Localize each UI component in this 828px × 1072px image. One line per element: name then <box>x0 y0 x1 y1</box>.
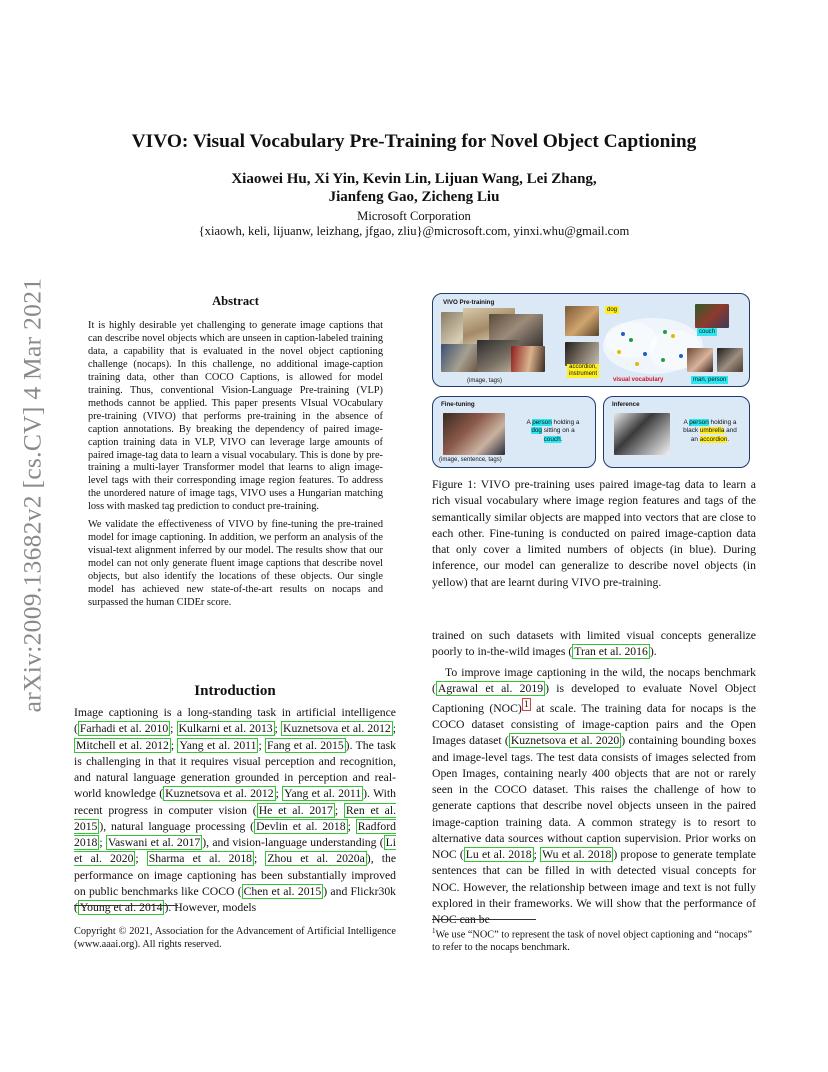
inf-word-person: person <box>689 419 709 426</box>
tag-accordion-text: accordion, <box>569 364 597 370</box>
inf-text: black <box>683 427 700 435</box>
emails: {xiaowh, keli, lijuanw, leizhang, jfgao, zliu}@microsoft.com, yinxi.whu@gmail.com <box>198 224 630 238</box>
training-image <box>511 346 545 372</box>
abstract-paragraph-2: We validate the effectiveness of VIVO by fine-tuning the pre-trained model for image captioning. In addition, we perform an analysis of the visual-text alignment inferred by our model. The results show that our model can not only generate fluent image captions that describe novel objects, but also identify the locations of these objects. Our single model has achieved new state-of-the-art results on nocaps and surpassed the human CIDEr score. <box>88 519 383 609</box>
citation-link[interactable]: Zhou et al. 2020a <box>267 852 365 866</box>
inf-word-accordion: accordion <box>699 435 728 443</box>
ft-text: holding a <box>551 419 580 426</box>
arxiv-stamp-text: arXiv:2009.13682v2 [cs.CV] 4 Mar 2021 <box>17 277 47 713</box>
citation-link[interactable]: Vaswani et al. 2017 <box>107 836 201 849</box>
citation-link[interactable]: Kuznetsova et al. 2020 <box>510 734 620 748</box>
abstract-heading: Abstract <box>212 294 259 308</box>
citation-link[interactable]: Kulkarni et al. 2013 <box>178 722 273 736</box>
pretraining-data-label: (image, tags) <box>467 378 503 384</box>
footnote-number: 1 <box>432 927 436 935</box>
ft-word-person: person <box>532 419 552 426</box>
right-paragraph-2: To improve image captioning in the wild, the nocaps benchmark ( Agrawal et al. 2019 ) is developed to evaluate Novel Object Captioning (NOC) $^1$ at scale. The training data for nocaps is the COCO dataset consisting of image-caption pairs and the Open Images dataset ( Kuznetsova et al. 2020 ) containing bounding boxes and image-level tags. The test data consists of images selected from Open Images, containing nearly 400 objects that are not or rarely seen in the COCO dataset. This raises the challenge of how to generate captions that describe novel objects unseen in the paired image-caption training data. A common strategy is to resort to alternative data sources without caption supervision. Prior works on NOC ( Lu et al. 2018 ; Wu et al. 2018 ) propose to generate template sentences that can be filled in with detected visual concepts for NOC. However, the relationship between image and text is not fully explored in their frameworks. We will show that the performance of NOC can be <box>432 665 757 927</box>
citation-link[interactable]: Radford 2018 <box>74 819 396 849</box>
visual-vocabulary-label: visual vocabulary <box>613 377 664 383</box>
tag-accordion <box>567 364 599 378</box>
figure-1-caption: Figure 1: VIVO pre-training uses paired image-tag data to learn a rich visual vocabulary where image region features and tags of the semantically similar objects are mapped into vectors that are close to each other. Fine-tuning is conducted on paired image-caption data that only cover a limited numbers of objects (in blue). During inference, our model can generalize to describe novel objects (in yellow) that are learnt during VIVO pre-training. <box>432 478 756 589</box>
inference-image <box>614 413 670 455</box>
intro-text: ), and vision-language understanding ( <box>202 836 384 849</box>
pretraining-title: VIVO Pre-training <box>443 299 495 306</box>
introduction-body <box>74 705 396 920</box>
inf-text: A <box>683 419 690 426</box>
footnote-marker[interactable]: 1 <box>523 699 529 710</box>
finetuning-title: Fine-tuning <box>441 401 475 408</box>
citation-link[interactable]: He et al. 2017 <box>258 803 333 817</box>
right-text: at scale. The training data for nocaps is the COCO dataset consisting of image-caption pairs and the Open Images dataset ( <box>432 701 756 748</box>
inf-text: an <box>690 435 700 443</box>
finetuning-image <box>443 413 505 455</box>
footnote-text: We use “NOC” to represent the task of novel object captioning and “nocaps” to refer to the nocaps benchmark. <box>432 929 753 954</box>
citation-link[interactable]: Young et al. 2014 <box>79 901 163 914</box>
abstract-body <box>88 320 383 615</box>
ft-word-couch: couch <box>543 435 561 443</box>
affiliation: Microsoft Corporation <box>357 209 471 223</box>
right-text: ). <box>649 645 657 659</box>
citation-link[interactable]: Li et al. 2020 <box>74 836 397 866</box>
person-image <box>717 348 743 372</box>
paper-title: VIVO: Visual Vocabulary Pre-Training for Novel Object Captioning <box>131 131 697 152</box>
ft-word-dog: dog <box>531 427 542 435</box>
affiliation-block <box>0 209 828 239</box>
citation-link[interactable]: Kuznetsova et al. 2012 <box>283 722 391 736</box>
citation-link[interactable]: Ren et al. 2015 <box>74 803 397 833</box>
ft-text: . <box>560 435 563 443</box>
abstract-paragraph-1: It is highly desirable yet challenging to generate image captions that can describe novel objects which are unseen in caption-labeled training data, a capability that is evaluated in the novel object captioning challenge (nocaps). In this challenge, no additional image-caption training data, other than COCO Captions, is allowed for model training. Thus, conventional Vision-Language Pre-training (VLP) methods cannot be applied. This paper presents VIsual VOcabulary pre-training (VIVO) that performs pre-training in the absence of caption annotations. By breaking the dependency of paired image-caption training data in VLP, VIVO can leverage large amounts of paired image-tag data to learn a visual vocabulary. This is done by pre-training a multi-layer Transformer model that learns to align image-level tags with their corresponding image region features. To address the unordered nature of image tags, VIVO uses a Hungarian matching loss with masked tag prediction to conduct pre-training. <box>88 320 383 513</box>
citation-link[interactable]: Lu et al. 2018 <box>465 848 532 862</box>
finetuning-sentence <box>513 419 593 444</box>
inference-panel <box>603 396 750 468</box>
citation-link[interactable]: Kuznetsova et al. 2012 <box>165 787 274 801</box>
right-text: ) propose to generate template sentences that can be filled in with detected visual concepts for NOC. However, the relationship between image and text is not fully explored in their frameworks. We will show that the performance of NOC can be <box>432 848 756 927</box>
right-paragraph-1 <box>432 628 756 661</box>
introduction-heading: Introduction <box>194 683 276 699</box>
ft-text: sitting on a <box>541 427 575 435</box>
inf-text: holding a <box>708 419 737 426</box>
footnote-divider-right <box>432 919 536 920</box>
citation-link[interactable]: Farhadi et al. 2010 <box>79 722 169 736</box>
intro-text: ). The task is challenging in that it requires visual perception and recognition, and natural language generation grounded in perception and real-world knowledge ( <box>74 738 396 801</box>
arxiv-side-stamp <box>14 277 50 713</box>
tag-dog: dog <box>607 307 618 313</box>
footnote-1 <box>432 925 756 954</box>
tag-couch: couch <box>699 329 716 335</box>
intro-text: Image captioning is a long-standing task in artificial intelligence ( <box>74 706 396 736</box>
intro-text: ). However, models <box>164 901 257 914</box>
finetuning-panel <box>432 396 596 468</box>
intro-text: ). With recent progress in computer vision ( <box>74 787 396 817</box>
right-text: ) containing bounding boxes and image-level tags. The test data consists of images selected from Open Images, containing nearly 400 objects that are not or rarely seen in the COCO dataset. This raises the challenge of how to generate captions that describe novel objects unseen in the paired image-caption training data. A common strategy is to resort to alternative data sources without caption supervision. Prior works on NOC ( <box>432 734 757 862</box>
inf-text: and <box>724 427 737 435</box>
right-text: trained on such datasets with limited visual concepts generalize poorly to in-the-wild images ( <box>432 629 756 659</box>
accordion-image <box>565 342 599 366</box>
authors-line-2: Jianfeng Gao, Zicheng Liu <box>328 188 500 205</box>
couch-image <box>695 304 729 328</box>
citation-link[interactable]: Tran et al. 2016 <box>574 645 648 659</box>
intro-text: ), natural language processing ( <box>99 819 255 833</box>
right-text: To improve image captioning in the wild, the nocaps benchmark ( <box>432 665 756 695</box>
inference-title: Inference <box>612 401 640 408</box>
right-column-body <box>432 628 756 932</box>
ft-text: A <box>526 419 533 426</box>
citation-link[interactable]: Chen et al. 2015 <box>243 884 322 898</box>
citation-link[interactable]: Wu et al. 2018 <box>542 848 612 862</box>
citation-link[interactable]: Agrawal et al. 2019 <box>437 681 544 695</box>
person-image <box>687 348 713 372</box>
inf-word-umbrella: umbrella <box>699 427 725 435</box>
introduction-paragraph: Image captioning is a long-standing task in artificial intelligence ( Farhadi et al. 2010 ; Kulkarni et al. 2013 ; Kuznetsova et al. 2012 ; Mitchell et al. 2012 ; Yang et al. 2011 ; Fang et al. 2015 ). The task is challenging in that it requires visual perception and recognition, and natural language generation grounded in perception and real-world knowledge ( Kuznetsova et al. 2012 ; Yang et al. 2011 ). With recent progress in computer vision ( He et al. 2017 ; Ren et al. 2015 ), natural language processing ( Devlin et al. 2018 ; Radford 2018 ; Vaswani et al. 2017 ), and vision-language understanding ( Li et al. 2020 ; Sharma et al. 2018 ; Zhou et al. 2020a ), the performance on image captioning has been substantially improved on public benchmarks like COCO ( Chen et al. 2015 ) and Flickr30k ( Young et al. 2014 ). However, models <box>74 706 397 914</box>
citation-link[interactable]: Yang et al. 2011 <box>179 738 257 752</box>
inf-text: . <box>727 435 730 443</box>
citation-link[interactable]: Yang et al. 2011 <box>284 787 362 801</box>
tag-instrument-text: instrument <box>569 371 598 377</box>
pretraining-panel <box>432 293 750 387</box>
authors-line-1: Xiaowei Hu, Xi Yin, Kevin Lin, Lijuan Wang, Lei Zhang, <box>231 171 597 187</box>
tag-man-person: man, person <box>693 377 727 383</box>
citation-link[interactable]: Devlin et al. 2018 <box>256 819 346 833</box>
dog-image <box>565 306 599 336</box>
author-list <box>0 171 828 206</box>
copyright-notice: Copyright © 2021, Association for the Advancement of Artificial Intelligence (www.aaai.org). All rights reserved. <box>74 926 396 950</box>
footnote-divider-left <box>74 905 178 906</box>
citation-link[interactable]: Mitchell et al. 2012 <box>76 738 169 752</box>
citation-link[interactable]: Fang et al. 2015 <box>267 738 344 752</box>
citation-link[interactable]: Sharma et al. 2018 <box>148 852 253 866</box>
intro-text: ), the performance on image captioning has been substantially improved on public benchmarks like COCO ( <box>74 852 397 898</box>
finetuning-data-label: (image, sentence, tags) <box>439 457 502 463</box>
inference-sentence <box>668 419 752 444</box>
intro-text: ) and Flickr30k ( <box>74 884 397 914</box>
right-text: ) is developed to evaluate Novel Object Captioning (NOC) <box>432 681 756 715</box>
